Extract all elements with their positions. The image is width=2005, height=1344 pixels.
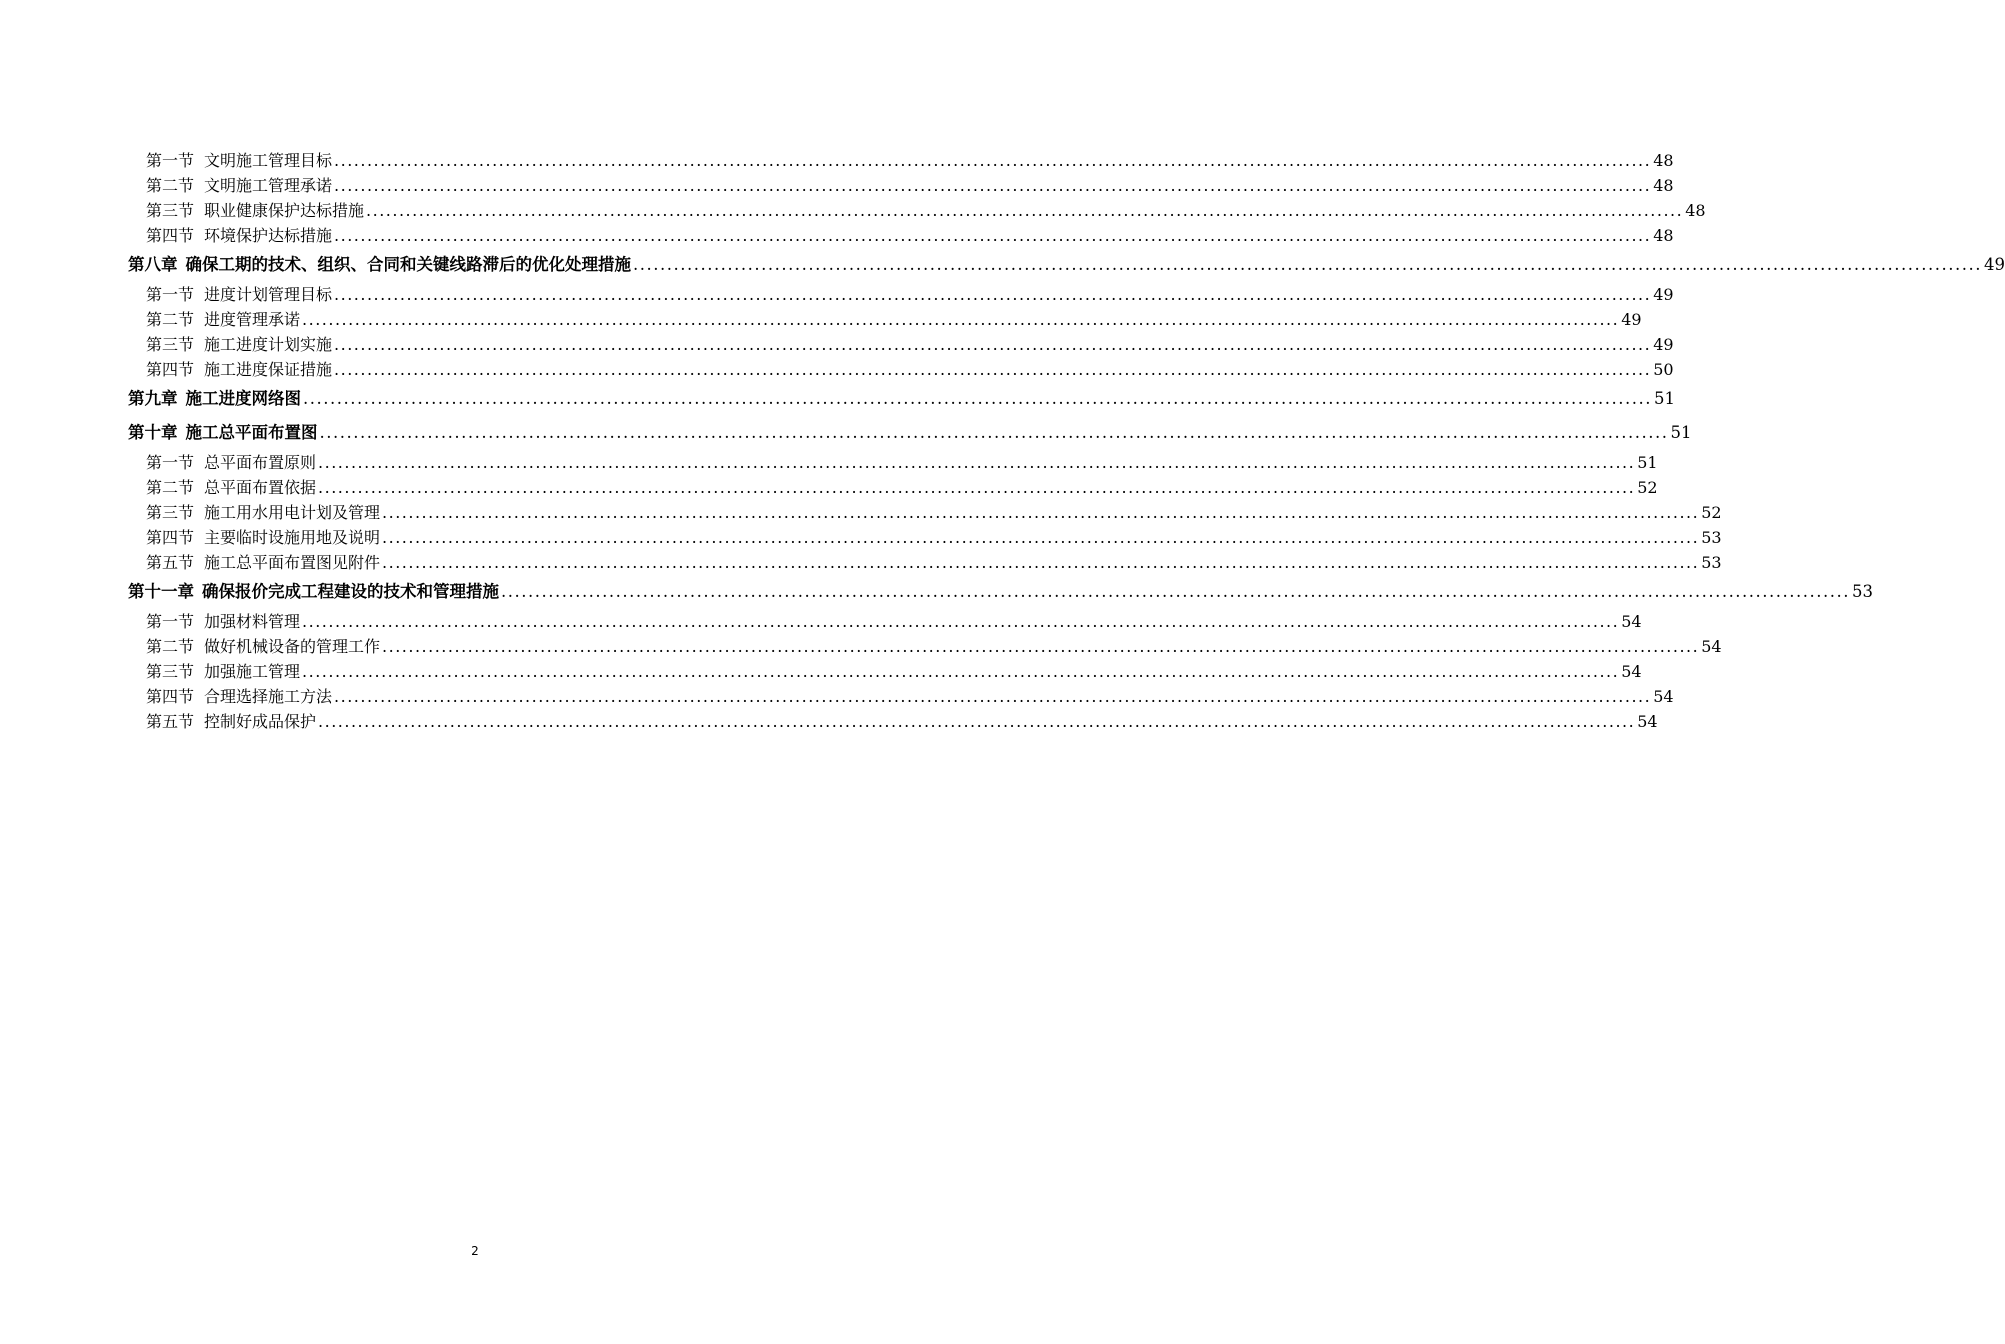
- toc-entry-number: 第二节: [146, 478, 195, 497]
- toc-leader-dots: ........................................................................................................................................................................................................: [319, 423, 1669, 442]
- toc-leader-dots: ........................................................................................................................................................................................................: [302, 662, 1620, 681]
- toc-entry-title: 主要临时设施用地及说明: [204, 528, 381, 547]
- toc-entry-number: 第四节: [146, 360, 195, 379]
- toc-entry-page: 49: [1621, 310, 1642, 329]
- toc-entry-page: 48: [1653, 151, 1674, 170]
- toc-section-entry[interactable]: [128, 609, 1642, 634]
- toc-entry-number: 第一节: [146, 151, 195, 170]
- toc-entry-page: 51: [1637, 453, 1658, 472]
- toc-leader-dots: ........................................................................................................................................................................................................: [334, 151, 1652, 170]
- toc-entry-title: 做好机械设备的管理工作: [204, 637, 381, 656]
- toc-entry-title: 施工用水用电计划及管理: [204, 503, 381, 522]
- toc-leader-dots: ........................................................................................................................................................................................................: [334, 226, 1652, 245]
- toc-entry-number: 第四节: [146, 528, 195, 547]
- toc-entry-page: 49: [1653, 285, 1674, 304]
- toc-entry-page: 54: [1621, 612, 1642, 631]
- toc-section-entry[interactable]: [128, 357, 1674, 382]
- toc-entry-page: 54: [1653, 687, 1674, 706]
- toc-entry-title: 合理选择施工方法: [204, 687, 333, 706]
- toc-leader-dots: ........................................................................................................................................................................................................: [334, 176, 1652, 195]
- toc-leader-dots: ........................................................................................................................................................................................................: [366, 201, 1684, 220]
- toc-section-entry[interactable]: [128, 282, 1674, 307]
- toc-entry-number: 第一节: [146, 285, 195, 304]
- toc-section-entry[interactable]: [128, 709, 1658, 734]
- toc-leader-dots: ........................................................................................................................................................................................................: [382, 503, 1700, 522]
- toc-entry-number: 第九章: [128, 389, 178, 408]
- toc-entry-page: 54: [1621, 662, 1642, 681]
- toc-entry-page: 52: [1701, 503, 1722, 522]
- toc-leader-dots: ........................................................................................................................................................................................................: [382, 553, 1700, 572]
- toc-entry-title: 加强施工管理: [204, 662, 301, 681]
- toc-entry-number: 第四节: [146, 687, 195, 706]
- page-number: 2: [471, 1244, 479, 1258]
- toc-entry-title: 控制好成品保护: [204, 712, 317, 731]
- toc-entry-page: 49: [1983, 255, 2005, 274]
- toc-entry-number: 第三节: [146, 662, 195, 681]
- toc-entry-number: 第三节: [146, 335, 195, 354]
- toc-leader-dots: ........................................................................................................................................................................................................: [302, 612, 1620, 631]
- toc-entry-number: 第五节: [146, 553, 195, 572]
- toc-entry-number: 第二节: [146, 310, 195, 329]
- toc-leader-dots: ........................................................................................................................................................................................................: [334, 285, 1652, 304]
- toc-entry-number: 第一节: [146, 453, 195, 472]
- toc-entry-number: 第八章: [128, 255, 178, 274]
- toc-leader-dots: ........................................................................................................................................................................................................: [382, 637, 1700, 656]
- toc-entry-title: 确保工期的技术、组织、合同和关键线路滞后的优化处理措施: [185, 255, 631, 274]
- toc-leader-dots: ........................................................................................................................................................................................................: [318, 712, 1636, 731]
- toc-entry-page: 48: [1653, 226, 1674, 245]
- toc-entry-title: 确保报价完成工程建设的技术和管理措施: [202, 582, 499, 601]
- toc-section-entry[interactable]: [128, 223, 1674, 248]
- toc-section-entry[interactable]: [128, 173, 1674, 198]
- toc-section-entry[interactable]: [128, 550, 1722, 575]
- toc-entry-title: 施工总平面布置图: [185, 423, 318, 442]
- toc-chapter-entry[interactable]: [128, 575, 1873, 609]
- toc-section-entry[interactable]: [128, 500, 1722, 525]
- toc-entry-page: 54: [1701, 637, 1722, 656]
- toc-entry-number: 第十章: [128, 423, 178, 442]
- toc-entry-number: 第二节: [146, 176, 195, 195]
- toc-entry-page: 51: [1670, 423, 1692, 442]
- toc-section-entry[interactable]: [128, 634, 1722, 659]
- toc-entry-title: 施工进度保证措施: [204, 360, 333, 379]
- toc-entry-page: 50: [1653, 360, 1674, 379]
- toc-entry-title: 进度计划管理目标: [204, 285, 333, 304]
- toc-entry-number: 第一节: [146, 612, 195, 631]
- toc-section-entry[interactable]: [128, 307, 1642, 332]
- toc-leader-dots: ........................................................................................................................................................................................................: [334, 335, 1652, 354]
- toc-leader-dots: ........................................................................................................................................................................................................: [302, 310, 1620, 329]
- toc-entry-page: 51: [1653, 389, 1675, 408]
- toc-section-entry[interactable]: [128, 450, 1658, 475]
- toc-leader-dots: ........................................................................................................................................................................................................: [303, 389, 1652, 408]
- toc-leader-dots: ........................................................................................................................................................................................................: [318, 453, 1636, 472]
- toc-entry-number: 第二节: [146, 637, 195, 656]
- toc-entry-page: 52: [1637, 478, 1658, 497]
- toc-entry-page: 48: [1653, 176, 1674, 195]
- toc-entry-title: 文明施工管理承诺: [204, 176, 333, 195]
- toc-entry-page: 53: [1701, 553, 1722, 572]
- toc-entry-title: 施工进度计划实施: [204, 335, 333, 354]
- toc-leader-dots: ........................................................................................................................................................................................................: [334, 687, 1652, 706]
- toc-section-entry[interactable]: [128, 659, 1642, 684]
- toc-entry-page: 54: [1637, 712, 1658, 731]
- toc-entry-number: 第三节: [146, 201, 195, 220]
- toc-section-entry[interactable]: [128, 684, 1674, 709]
- toc-entry-title: 总平面布置依据: [204, 478, 317, 497]
- toc-section-entry[interactable]: [128, 525, 1722, 550]
- toc-entry-title: 进度管理承诺: [204, 310, 301, 329]
- toc-entry-number: 第五节: [146, 712, 195, 731]
- toc-chapter-entry[interactable]: [128, 382, 1675, 416]
- toc-entry-title: 施工进度网络图: [185, 389, 301, 408]
- toc-leader-dots: ........................................................................................................................................................................................................: [382, 528, 1700, 547]
- toc-chapter-entry[interactable]: [128, 248, 2005, 282]
- toc-entry-number: 第四节: [146, 226, 195, 245]
- toc-leader-dots: ........................................................................................................................................................................................................: [501, 582, 1850, 601]
- toc-entry-title: 文明施工管理目标: [204, 151, 333, 170]
- toc-entry-title: 总平面布置原则: [204, 453, 317, 472]
- toc-entry-title: 环境保护达标措施: [204, 226, 333, 245]
- table-of-contents: [128, 148, 2005, 734]
- toc-entry-title: 加强材料管理: [204, 612, 301, 631]
- toc-entry-number: 第十一章: [128, 582, 194, 601]
- toc-section-entry[interactable]: [128, 198, 1706, 223]
- toc-entry-title: 职业健康保护达标措施: [204, 201, 365, 220]
- toc-leader-dots: ........................................................................................................................................................................................................: [633, 255, 1982, 274]
- toc-entry-title: 施工总平面布置图见附件: [204, 553, 381, 572]
- toc-section-entry[interactable]: [128, 332, 1674, 357]
- toc-section-entry[interactable]: [128, 148, 1674, 173]
- toc-section-entry[interactable]: [128, 475, 1658, 500]
- toc-entry-page: 48: [1685, 201, 1706, 220]
- toc-entry-page: 53: [1701, 528, 1722, 547]
- toc-chapter-entry[interactable]: [128, 416, 1692, 450]
- toc-leader-dots: ........................................................................................................................................................................................................: [334, 360, 1652, 379]
- toc-entry-page: 53: [1851, 582, 1873, 601]
- toc-leader-dots: ........................................................................................................................................................................................................: [318, 478, 1636, 497]
- toc-entry-page: 49: [1653, 335, 1674, 354]
- toc-entry-number: 第三节: [146, 503, 195, 522]
